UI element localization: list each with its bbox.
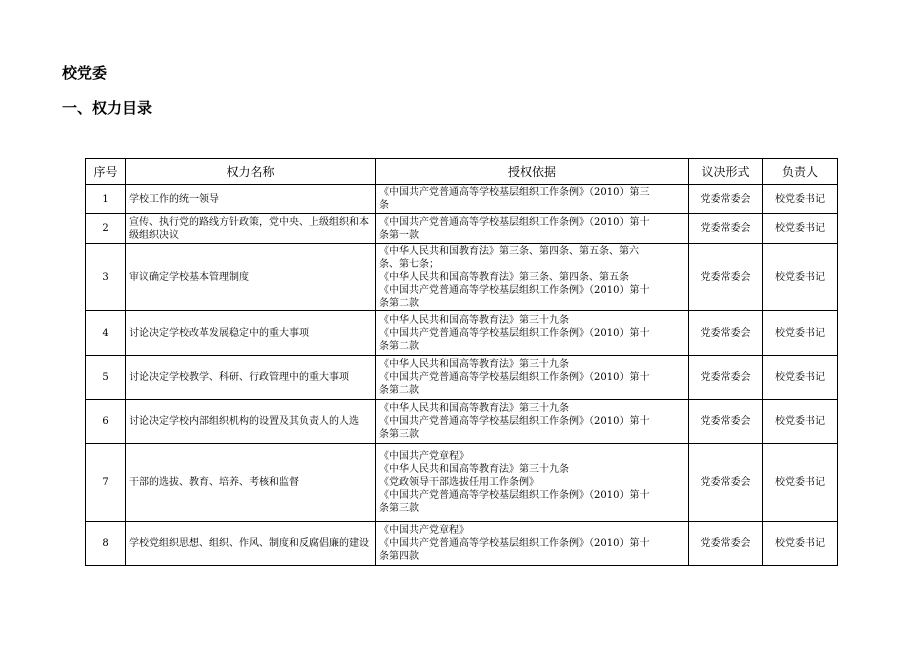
basis-line: 《中国共产党普通高等学校基层组织工作条例》（2010）第十: [379, 538, 650, 549]
basis-line: 《中华人民共和国高等教育法》第三十九条: [379, 464, 569, 475]
decision-form: 党委常委会: [689, 400, 763, 444]
authorization-basis: [376, 244, 689, 311]
basis-line: 条第二款: [379, 297, 419, 309]
row-number: 7: [86, 444, 126, 522]
decision-form: 党委常委会: [689, 214, 763, 244]
decision-form: 党委常委会: [689, 311, 763, 356]
basis-line: 《中国共产党普通高等学校基层组织工作条例》（2010）第十: [379, 490, 650, 501]
person-in-charge: 校党委书记: [763, 244, 838, 311]
decision-form: 党委常委会: [689, 522, 763, 566]
table-header-row: [86, 159, 838, 185]
basis-line: 《中国共产党普通高等学校基层组织工作条例》（2010）第十: [379, 416, 650, 427]
row-number: 8: [86, 522, 126, 566]
basis-line: 《中国共产党普通高等学校基层组织工作条例》（2010）第十: [379, 372, 650, 383]
person-in-charge: 校党委书记: [763, 400, 838, 444]
authorization-basis: [376, 522, 689, 566]
section-title: 一、权力目录: [62, 99, 153, 117]
basis-line: 条、第七条；: [379, 258, 439, 270]
basis-line: 《党政领导干部选拔任用工作条例》: [379, 477, 539, 488]
power-catalog-table: [85, 158, 838, 566]
basis-line: 《中华人民共和国高等教育法》第三十九条: [379, 314, 569, 326]
row-number: 1: [86, 185, 126, 214]
header-number: 序号: [86, 159, 126, 185]
authorization-basis: [376, 400, 689, 444]
person-in-charge: 校党委书记: [763, 311, 838, 356]
basis-line: 条第三款: [379, 429, 419, 440]
power-name: 学校党组织思想、组织、作风、制度和反腐倡廉的建设: [126, 522, 376, 566]
basis-line: 条第一款: [379, 229, 419, 241]
authorization-basis: [376, 185, 689, 214]
basis-line: 《中国共产党普通高等学校基层组织工作条例》（2010）第三: [379, 187, 650, 198]
row-number: 3: [86, 244, 126, 311]
table-row: [86, 400, 838, 444]
authorization-basis: [376, 311, 689, 356]
basis-line: 《中国共产党章程》: [379, 525, 469, 536]
table-row: [86, 185, 838, 214]
table-row: [86, 356, 838, 400]
basis-line: 《中华人民共和国高等教育法》第三条、第四条、第五条: [379, 271, 629, 283]
authorization-basis: [376, 214, 689, 244]
basis-line: 条: [379, 200, 389, 211]
table-row: [86, 311, 838, 356]
basis-line: 《中国共产党章程》: [379, 451, 469, 462]
row-number: 5: [86, 356, 126, 400]
header-authorization-basis: 授权依据: [376, 159, 689, 185]
power-name: 讨论决定学校内部组织机构的设置及其负责人的人选: [126, 400, 376, 444]
power-name: 宣传、执行党的路线方针政策，党中央、上级组织和本级组织决议: [126, 214, 376, 244]
basis-line: 《中华人民共和国高等教育法》第三十九条: [379, 359, 569, 370]
table-row: [86, 444, 838, 522]
decision-form: 党委常委会: [689, 444, 763, 522]
row-number: 4: [86, 311, 126, 356]
basis-line: 《中华人民共和国教育法》第三条、第四条、第五条、第六: [379, 245, 639, 257]
org-title: 校党委: [62, 64, 108, 82]
decision-form: 党委常委会: [689, 356, 763, 400]
header-person-in-charge: 负责人: [763, 159, 838, 185]
basis-line: 《中国共产党普通高等学校基层组织工作条例》（2010）第十: [379, 284, 650, 296]
power-name: 学校工作的统一领导: [126, 185, 376, 214]
table-row: [86, 214, 838, 244]
person-in-charge: 校党委书记: [763, 356, 838, 400]
basis-line: 《中华人民共和国高等教育法》第三十九条: [379, 403, 569, 414]
power-name: 讨论决定学校教学、科研、行政管理中的重大事项: [126, 356, 376, 400]
header-decision-form: 议决形式: [689, 159, 763, 185]
row-number: 6: [86, 400, 126, 444]
person-in-charge: 校党委书记: [763, 214, 838, 244]
basis-line: 条第四款: [379, 551, 419, 562]
table-row: [86, 522, 838, 566]
basis-line: 条第二款: [379, 340, 419, 352]
basis-line: 条第二款: [379, 385, 419, 396]
power-name: 讨论决定学校改革发展稳定中的重大事项: [126, 311, 376, 356]
authorization-basis: [376, 444, 689, 522]
basis-line: 条第三款: [379, 503, 419, 514]
power-name: 审议确定学校基本管理制度: [126, 244, 376, 311]
header-power-name: 权力名称: [126, 159, 376, 185]
authorization-basis: [376, 356, 689, 400]
person-in-charge: 校党委书记: [763, 444, 838, 522]
basis-line: 《中国共产党普通高等学校基层组织工作条例》（2010）第十: [379, 216, 650, 228]
row-number: 2: [86, 214, 126, 244]
decision-form: 党委常委会: [689, 244, 763, 311]
basis-line: 《中国共产党普通高等学校基层组织工作条例》（2010）第十: [379, 327, 650, 339]
table-body: [86, 185, 838, 566]
decision-form: 党委常委会: [689, 185, 763, 214]
table-row: [86, 244, 838, 311]
person-in-charge: 校党委书记: [763, 185, 838, 214]
person-in-charge: 校党委书记: [763, 522, 838, 566]
power-name: 干部的选拔、教育、培养、考核和监督: [126, 444, 376, 522]
